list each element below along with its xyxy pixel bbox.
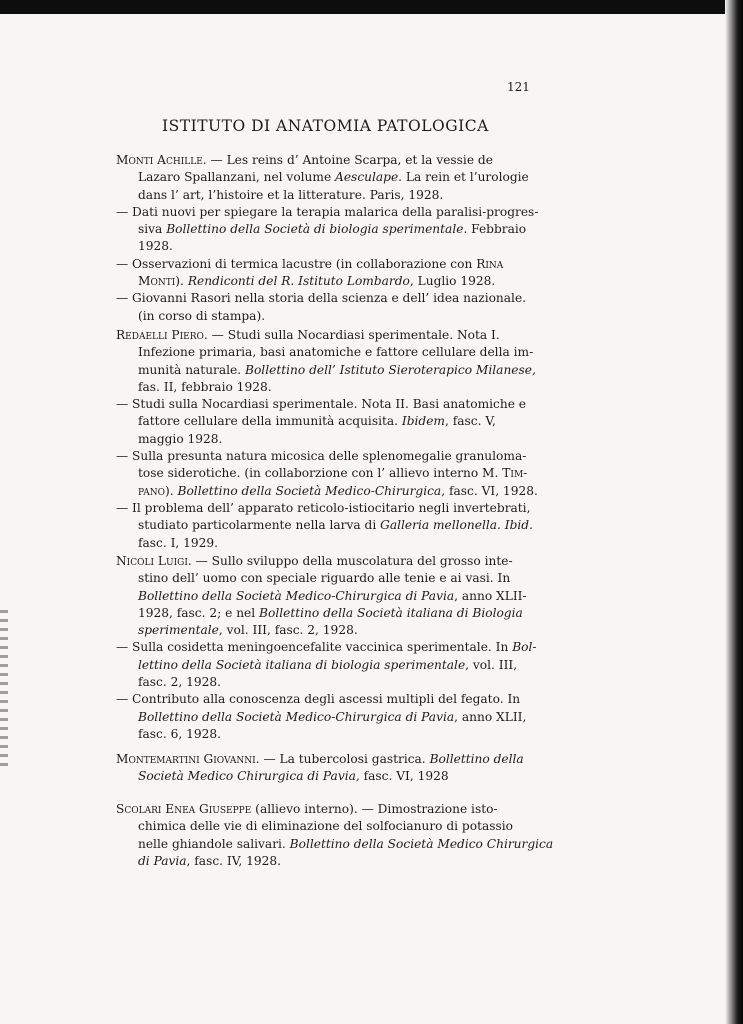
entry-text: , anno XLII- <box>454 588 527 603</box>
entry-text: fasc. 2, 1928. <box>138 675 221 690</box>
entry-text: tose siderotiche. (in collaborzione con l’ allievo interno M. <box>138 466 503 481</box>
publication-title: Ibidem <box>401 414 445 429</box>
scan-top-border <box>0 0 743 14</box>
entry-line <box>116 657 542 674</box>
entry-text: . — Studi sulla Nocardiasi sperimentale. Nota I. <box>203 328 500 342</box>
bibliography-entry-monti <box>116 152 542 325</box>
publication-title: lettino della Società italiana di biologia sperimentale <box>138 657 466 672</box>
entry-text: dans l’ art, l’histoire et la litterature. Paris, 1928. <box>138 187 444 202</box>
entry-line <box>116 691 542 708</box>
entry-line <box>116 726 542 743</box>
entry-text: , vol. III, <box>465 657 518 672</box>
bibliography-entry-nicoli <box>116 553 542 743</box>
entry-line <box>116 483 542 500</box>
bibliography-entry-montemartini <box>116 751 542 786</box>
publication-title: di Pavia <box>138 853 187 868</box>
entry-text: — Giovanni Rasori nella storia della scienza e dell’ idea nazionale. <box>116 291 527 306</box>
entry-line <box>116 465 542 482</box>
entry-line <box>116 238 542 255</box>
page-title: ISTITUTO DI ANATOMIA PATOLOGICA <box>162 117 489 135</box>
entry-line <box>116 639 542 656</box>
entry-line <box>116 169 542 186</box>
entry-text: fasc. VI, 1928 <box>359 769 449 784</box>
author-name: Rina <box>476 256 504 271</box>
entry-line <box>116 379 542 396</box>
entry-line <box>116 622 542 639</box>
publication-title: Bollettino della Società Medico-Chirurgica di Pavia <box>138 588 455 603</box>
author-name: Redaelli Piero <box>116 328 204 342</box>
publication-title: Bollettino dell’ Istituto Sieroterapico Milanese, <box>245 362 536 377</box>
entry-text: . Febbraio <box>463 222 527 237</box>
publication-title: Bol- <box>512 640 537 655</box>
entry-line <box>116 818 542 835</box>
entry-line <box>116 344 542 361</box>
publication-title: Bollettino della Società Medico Chirurgica <box>289 836 554 851</box>
entry-line <box>116 187 542 204</box>
entry-text: — Sulla presunta natura micosica delle splenomegalie granuloma- <box>116 449 527 464</box>
entry-text: Lazaro Spallanzani, nel volume <box>138 170 336 185</box>
entry-text: ). <box>175 274 188 289</box>
entry-line <box>116 500 542 517</box>
entry-line <box>116 152 542 169</box>
scan-binding-edge <box>725 0 743 1024</box>
entry-text: . La rein et l’urologie <box>398 170 529 185</box>
publication-title: Bollettino della Società italiana di Biologia <box>259 605 523 620</box>
entry-text: maggio 1928. <box>138 431 223 446</box>
publication-title: Bollettino della Società Medico-Chirurgica <box>177 483 442 498</box>
entry-text: fas. II, febbraio 1928. <box>138 379 272 394</box>
entry-line <box>116 273 542 290</box>
author-name: Monti <box>138 274 176 289</box>
entry-text: . — Sullo sviluppo della muscolatura del grosso inte- <box>187 554 513 568</box>
publication-title: Società Medico Chirurgica di Pavia, <box>138 769 360 784</box>
bibliography-entry-scolari <box>116 801 554 870</box>
entry-line <box>116 605 542 622</box>
page-number: 121 <box>507 80 530 94</box>
author-name: pano <box>138 483 165 498</box>
publication-title: Bollettino della Società di biologia sperimentale <box>166 222 464 237</box>
entry-text: — Osservazioni di termica lacustre (in collaborazione con <box>116 256 477 271</box>
entry-line <box>116 517 542 534</box>
entry-text: munità naturale. <box>138 362 246 377</box>
entry-line <box>116 836 554 853</box>
entry-text: , Luglio 1928. <box>409 274 496 289</box>
entry-line <box>116 588 542 605</box>
entry-text: siva <box>138 222 167 237</box>
bibliography-entry-redaelli <box>116 327 542 552</box>
entry-text: chimica delle vie di eliminazione del solfocianuro di potassio <box>138 819 513 834</box>
entry-line <box>116 853 542 870</box>
entry-text: , vol. III, fasc. 2, 1928. <box>218 623 358 638</box>
entry-text: studiato particolarmente nella larva di <box>138 518 381 533</box>
entry-text: nelle ghiandole salivari. <box>138 836 290 851</box>
entry-text: . — Les reins d’ Antoine Scarpa, et la vessie de <box>202 153 493 167</box>
entry-line <box>116 431 542 448</box>
entry-text: fattore cellulare della immunità acquisita. <box>138 414 402 429</box>
publication-title: Bollettino della Società Medico-Chirurgica di Pavia <box>138 709 455 724</box>
entry-line <box>116 396 542 413</box>
scan-margin-marks <box>0 610 8 770</box>
entry-text: (in corso di stampa). <box>138 308 266 323</box>
entry-line <box>116 535 542 552</box>
entry-line <box>116 327 542 344</box>
entry-text: (allievo interno). — Dimostrazione isto- <box>251 802 498 816</box>
entry-text: — Contributo alla conoscenza degli ascessi multipli del fegato. In <box>116 692 521 707</box>
entry-text: . — La tubercolosi gastrica. <box>255 752 430 766</box>
entry-text: 1928. <box>138 239 173 254</box>
entry-line <box>116 448 542 465</box>
author-name: Montemartini Giovanni <box>116 752 256 766</box>
author-name: Tim- <box>502 466 528 481</box>
entry-text: fasc. I, 1929. <box>138 535 219 550</box>
entry-line <box>116 290 542 307</box>
entry-line <box>116 308 542 325</box>
entry-line <box>116 413 542 430</box>
entry-text: , fasc. VI, 1928. <box>441 483 538 498</box>
publication-title: sperimentale <box>138 623 219 638</box>
entry-text: — Studi sulla Nocardiasi sperimentale. Nota II. Basi anatomiche e <box>116 397 527 412</box>
publication-title: Galleria mellonella. Ibid. <box>380 518 533 533</box>
author-name: Scolari Enea Giuseppe <box>116 802 252 816</box>
entry-line <box>116 674 542 691</box>
entry-text: 1928, fasc. 2; e nel <box>138 605 260 620</box>
entry-text: , fasc. IV, 1928. <box>186 853 282 868</box>
entry-line <box>116 709 542 726</box>
author-name: Nicoli Luigi <box>116 554 188 568</box>
entry-text: — Sulla cosidetta meningoencefalite vaccinica sperimentale. In <box>116 640 513 655</box>
entry-text: , anno XLII, <box>454 709 527 724</box>
entry-line <box>116 751 542 768</box>
entry-text: , fasc. V, <box>444 414 496 429</box>
entry-line <box>116 570 542 587</box>
entry-text: Infezione primaria, basi anatomiche e fattore cellulare della im- <box>138 345 534 360</box>
entry-text: — Il problema dell’ apparato reticolo-istiocitario negli invertebrati, <box>116 500 531 515</box>
entry-line <box>116 256 542 273</box>
entry-line <box>116 221 542 238</box>
entry-text: — Dati nuovi per spiegare la terapia malarica della paralisi-progres- <box>116 204 539 219</box>
entry-line <box>116 801 542 818</box>
entry-text: fasc. 6, 1928. <box>138 726 221 741</box>
entry-line <box>116 204 542 221</box>
entry-line <box>116 362 542 379</box>
entry-line <box>116 768 542 785</box>
publication-title: Rendiconti del R. Istituto Lombardo <box>187 274 410 289</box>
entry-text: stino dell’ uomo con speciale riguardo alle tenie e ai vasi. In <box>138 571 511 586</box>
entry-text: ). <box>164 483 178 498</box>
entry-line <box>116 553 542 570</box>
publication-title: Bollettino della <box>429 752 524 766</box>
publication-title: Aesculape <box>335 170 399 185</box>
author-name: Monti Achille <box>116 153 203 167</box>
